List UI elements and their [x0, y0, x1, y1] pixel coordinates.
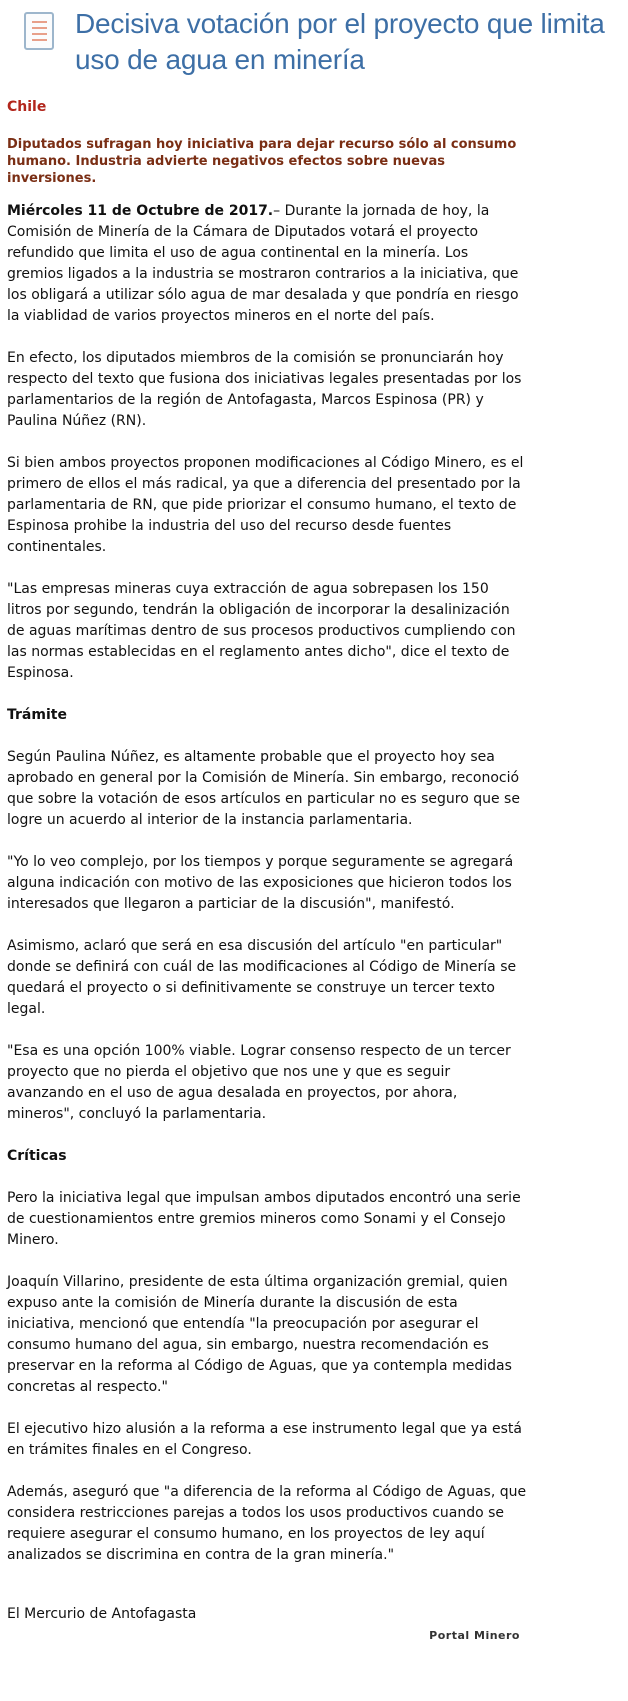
article-subtitle: Diputados sufragan hoy iniciativa para dejar recurso sólo al consumo humano. Industria advierte negativos efectos sobre nuevas inversiones. [7, 137, 517, 186]
article-body [7, 201, 527, 1625]
publisher-credit: Portal Minero [429, 1629, 520, 1642]
country-label: Chile [7, 99, 47, 115]
paragraph: Si bien ambos proyectos proponen modificaciones al Código Minero, es el primero de ellos el más radical, ya que a diferencia del presentado por la parlamentaria de RN, que pide priorizar el consumo humano, el texto de Espinosa prohibe la industria del uso del recurso desde fuentes continentales. [7, 455, 524, 555]
paragraph: "Esa es una opción 100% viable. Lograr consenso respecto de un tercer proyecto que no pierda el objetivo que nos une y que es seguir avanzando en el uso de agua desalada en proyectos, por ahora, mineros", concluyó la parlamentaria. [7, 1043, 511, 1122]
section-heading-tramite: Trámite [7, 707, 67, 723]
paragraph: "Las empresas mineras cuya extracción de agua sobrepasen los 150 litros por segundo, tendrán la obligación de incorporar la desalinización de aguas marítimas dentro de sus procesos productivos cumpliendo con las normas establecidas en el reglamento antes dicho", dice el texto de Espinosa. [7, 581, 516, 681]
paragraph: El ejecutivo hizo alusión a la reforma a ese instrumento legal que ya está en trámites finales en el Congreso. [7, 1421, 522, 1458]
section-heading-criticas: Críticas [7, 1148, 67, 1164]
paragraph: Joaquín Villarino, presidente de esta última organización gremial, quien expuso ante la comisión de Minería durante la discusión de esta iniciativa, mencionó que entendía "la preocupación por asegurar el consumo humano del agua, sin embargo, nuestra recomendación es preservar en la reforma al Código de Aguas, que ya contempla medidas concretas al respecto." [7, 1274, 512, 1395]
paragraph: Pero la iniciativa legal que impulsan ambos diputados encontró una serie de cuestionamientos entre gremios mineros como Sonami y el Consejo Minero. [7, 1190, 521, 1248]
article-content [7, 98, 527, 1625]
article-title: Decisiva votación por el proyecto que limita uso de agua en minería [75, 8, 605, 75]
article-date: Miércoles 11 de Octubre de 2017. [7, 203, 274, 219]
paragraph: Según Paulina Núñez, es altamente probable que el proyecto hoy sea aprobado en general por la Comisión de Minería. Sin embargo, reconoció que sobre la votación de esos artículos en particular no es seguro que se logre un acuerdo al interior de la instancia parlamentaria. [7, 749, 520, 828]
lead-text: – Durante la jornada de hoy, la Comisión de Minería de la Cámara de Diputados votará el proyecto refundido que limita el uso de agua continental en la minería. Los gremios ligados a la industria se mostraron contrarios a la iniciativa, que los obligará a utilizar sólo agua de mar desalada y que pondría en riesgo la viablidad de varios proyectos mineros en el norte del país. [7, 203, 519, 324]
paragraph: Asimismo, aclaró que será en esa discusión del artículo "en particular" donde se definirá con cuál de las modificaciones al Código de Minería se quedará el proyecto o si definitivamente se construye un tercer texto legal. [7, 938, 517, 1017]
paragraph: "Yo lo veo complejo, por los tiempos y porque seguramente se agregará alguna indicación con motivo de las exposiciones que hicieron todos los interesados que llegaron a particiar de la discusión", manifestó. [7, 854, 514, 912]
paragraph: Además, aseguró que "a diferencia de la reforma al Código de Aguas, que considera restricciones parejas a todos los usos productivos cuando se requiere asegurar el consumo humano, en los proyectos de ley aquí analizados se discrimina en contra de la gran minería." [7, 1484, 527, 1563]
paragraph: En efecto, los diputados miembros de la comisión se pronunciarán hoy respecto del texto que fusiona dos iniciativas legales presentadas por los parlamentarios de la región de Antofagasta, Marcos Espinosa (PR) y Paulina Núñez (RN). [7, 350, 522, 429]
document-icon [24, 12, 54, 50]
lead-paragraph [7, 201, 527, 327]
article-source: El Mercurio de Antofagasta [7, 1606, 197, 1622]
